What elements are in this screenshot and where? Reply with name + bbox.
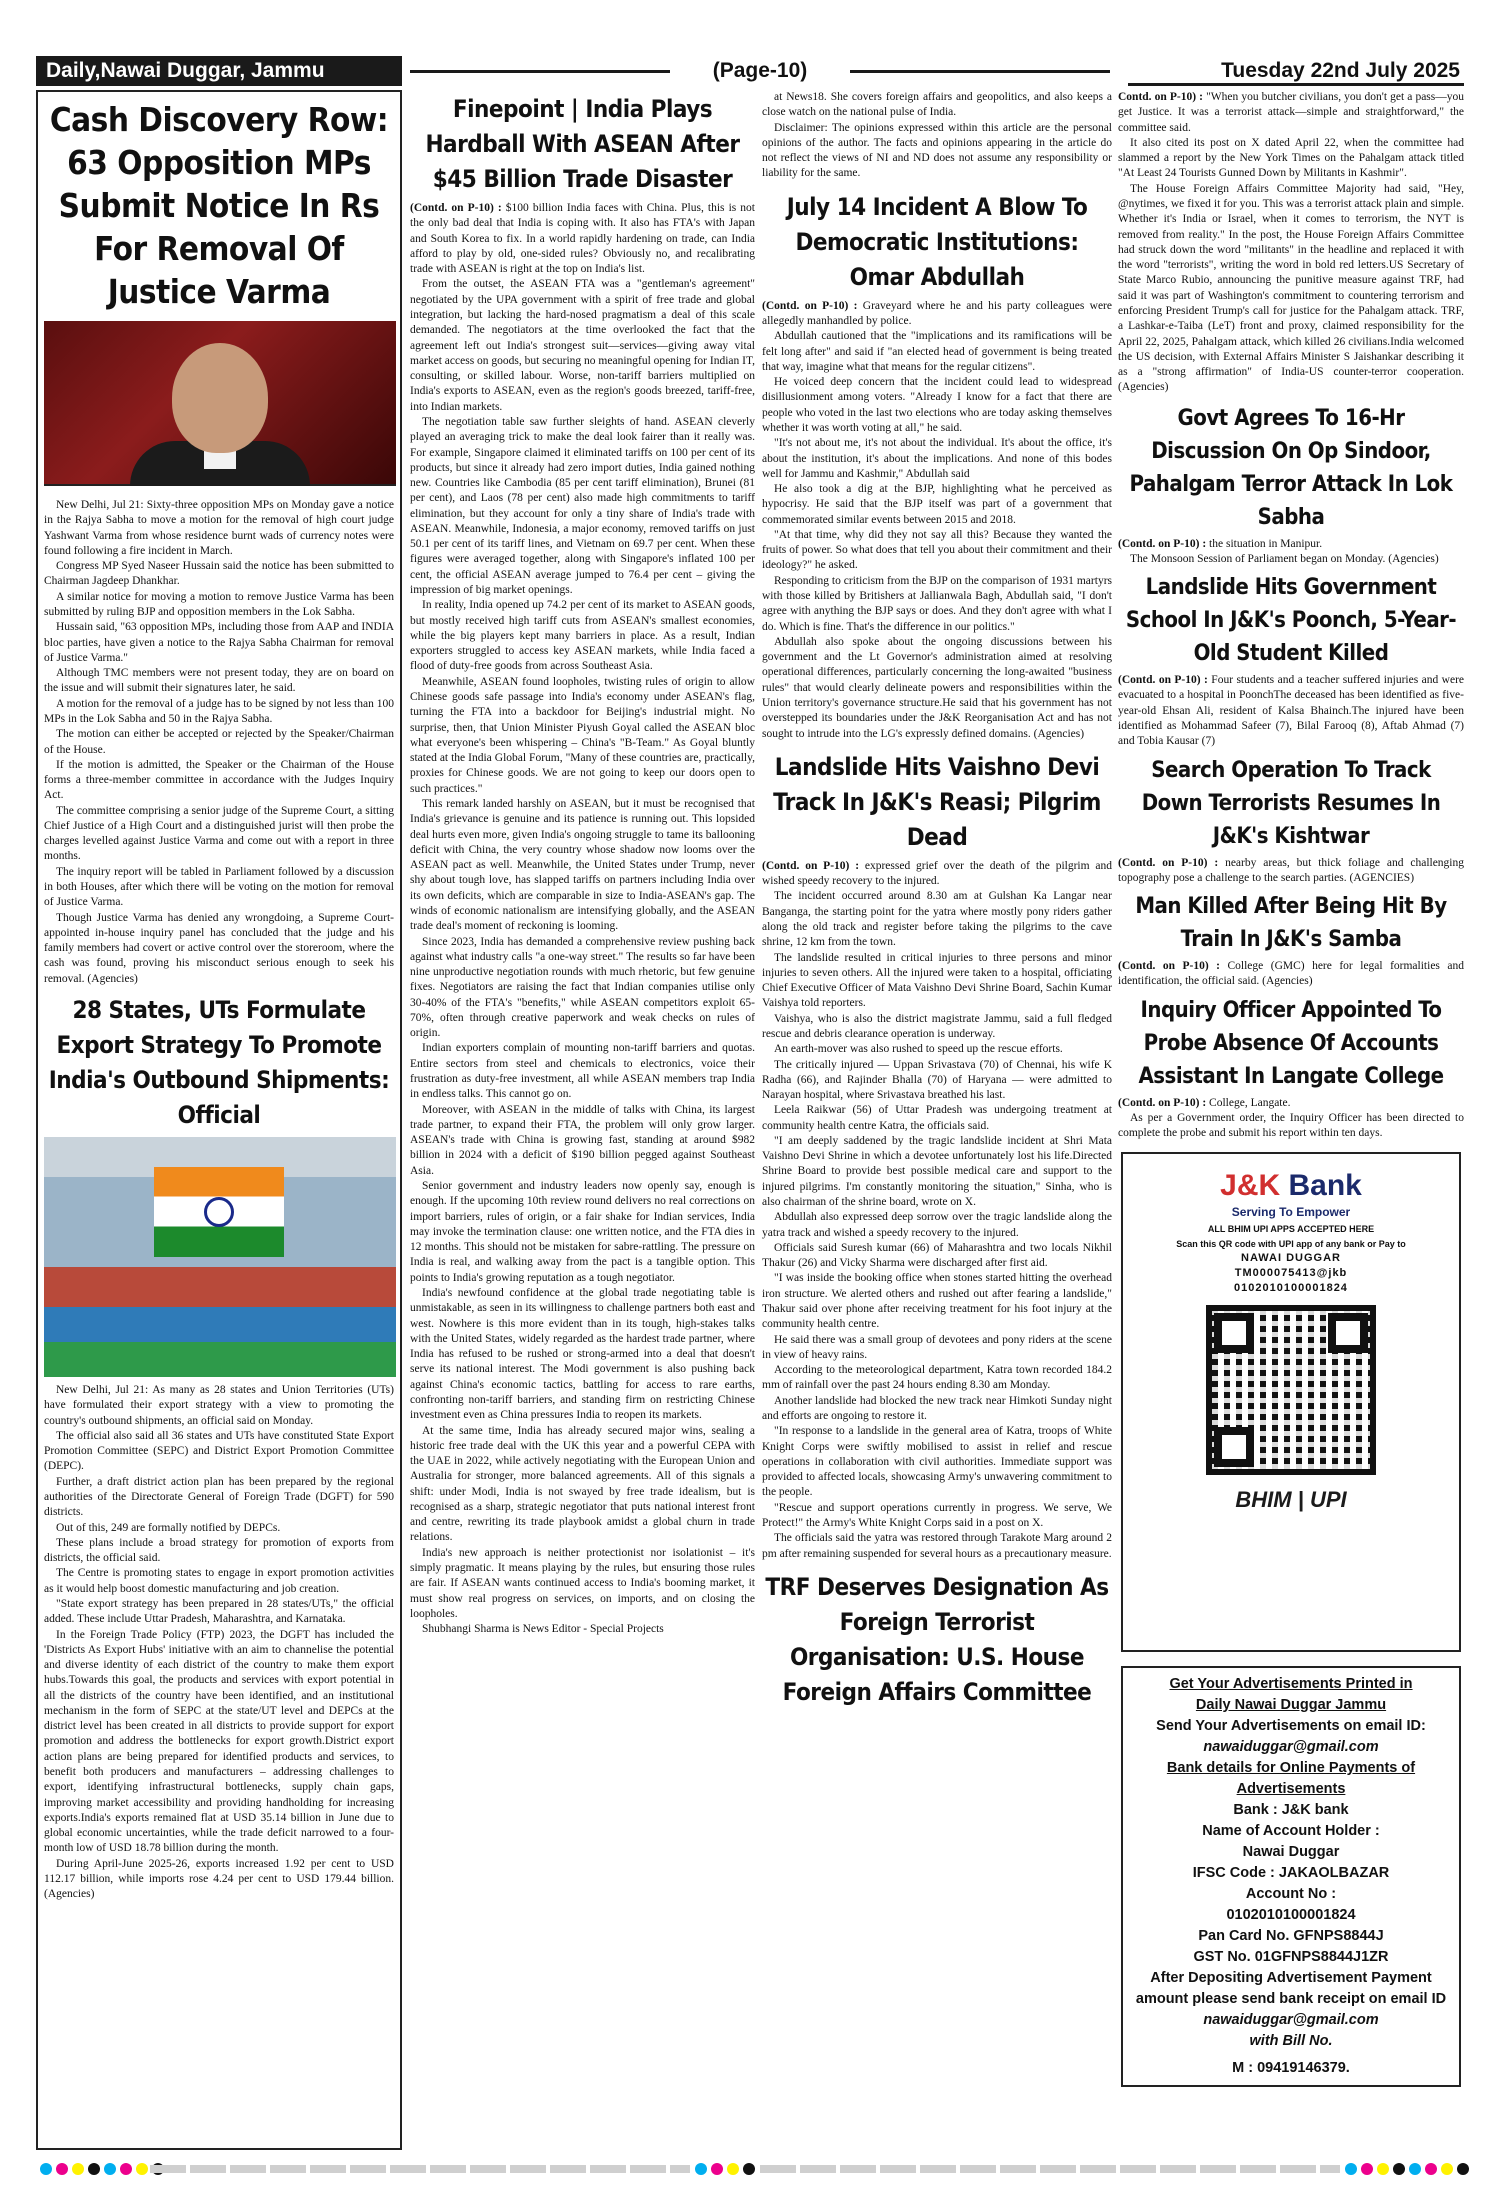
ad-gst: GST No. 01GFNPS8844J1ZR — [1193, 1948, 1389, 1965]
paragraph: At the same time, India has already secured major wins, sealing a historic free trade deal with the UK this year and a powerful CEPA with the UAE in 2022, while actively negotiating with the European Union and Australia for stronger, more balanced agreements. All of this signals a shift: under Modi, India is not swayed by free trade idealism, but is recognised as a sharp, strategic negotiator that puts national interest front and centre, rewriting its trade playbook amidst a global churn in trade relations. — [410, 1424, 755, 1544]
paragraph: According to the meteorological department, Katra town recorded 184.2 mm of rainfall over the past 24 hours ending 8.30 am Monday. — [762, 1364, 1112, 1392]
ad-mobile[interactable]: M : 09419146379. — [1232, 2059, 1350, 2076]
paragraph: It also cited its post on X dated April 22, when the committee had slammed a report by the New York Times on the Pahalgam attack titled "At Least 24 Tourists Gunned Down by Militants in Kashmir". — [1118, 136, 1464, 180]
paragraph: Moreover, with ASEAN in the middle of talks with China, its largest trade partner, to expand their FTA, the problem will only grow larger. ASEAN's trade with China is growing fast, standing at around $982 billion in 2024 with a deficit of $190 billion pegged against Southeast Asia. — [410, 1103, 755, 1177]
headline-asean: Finepoint | India Plays Hardball With ASEAN After $45 Billion Trade Disaster — [425, 95, 740, 193]
contd-label: (Contd. on P-10) : — [410, 202, 502, 214]
paragraph: He said there was a small group of devotees and pony riders at the scene in view of heavy rains. — [762, 1333, 1112, 1361]
column-3 — [762, 90, 1112, 2150]
langate-lead-text: College, Langate. — [1209, 1096, 1291, 1109]
bank-upi-note: ALL BHIM UPI APPS ACCEPTED HERE — [1207, 1224, 1375, 1235]
sindoor-lead-text: the situation in Manipur. — [1209, 537, 1323, 550]
paragraph: "I am deeply saddened by the tragic landslide incident at Shri Mata Vaishno Devi Shrine in which a devotee unfortunately lost his life.Directed Shrine Board to provide best possible medical care and support to the injured pilgrims. I'm constantly monitoring the situation," Sinha, who is also chairman of the shrine board, wrote on X. — [762, 1134, 1112, 1209]
ad-account-label: Account No : — [1245, 1885, 1337, 1902]
article-langate — [1118, 1111, 1464, 1142]
paragraph: Abdullah cautioned that the "implications and its ramifications will be felt long after" and said if "an elected head of government is being treated that way, imagine what that means for the regular citizens". — [762, 330, 1112, 373]
bank-account: 0102010100001824 — [1234, 1281, 1348, 1294]
headline-poonch: Landslide Hits Government School In J&K's Poonch, 5-Year-Old Student Killed — [1125, 575, 1457, 667]
article-varma — [44, 498, 394, 987]
paragraph: During April-June 2025-26, exports increased 1.92 per cent to USD 112.17 billion, while imports rose 4.24 per cent to USD 179.44 billion. (Agencies) — [44, 1857, 394, 1901]
paragraph: The critically injured — Uppan Srivastava (70) of Chennai, his wife K Radha (66), and Rajinder Bhalla (70) of Haryana — were admitted to Narayan hospital, where Srivastava breathed his last. — [762, 1058, 1112, 1102]
paragraph: From the outset, the ASEAN FTA was a "gentleman's agreement" negotiated by the UPA government with a spirit of free trade and global integration, but lacking the hard-nosed pragmatism a deal of this scale demanded. The negotiators at the time overlooked the fact that the agreement left out India's strongest suit—services—giving away vital market access on goods, but securing no meaningful opening for Indian IT, consulting, or skilled labour. Worse, non-tariff barriers multiplied on India's exports to ASEAN, even as the region's goods breezed, tariff-free, into Indian markets. — [410, 278, 755, 413]
judge-photo — [44, 321, 396, 486]
paragraph: Senior government and industry leaders now openly say, enough is enough. If the upcoming 10th review round delivers no real corrections on import barriers, rules of origin, or a fair shake for Indian services, India may invoke the termination clause: one written notice, and the FTA dies in 12 months. This should not be mistaken for sabre-rattling. The pressure on India is real, and walking away from the pact is a tangible option. This points to India's growing reputation as a tough negotiator. — [410, 1180, 755, 1284]
paragraph: Meanwhile, ASEAN found loopholes, twisting rules of origin to allow Chinese goods safe passage into India's economy under ASEAN's flag, turning the FTA into a backdoor for Beijing's industrial might. No surprise, then, that Union Minister Piyush Goyal called the ASEAN bloc what everyone's been whispering – China's "B-Team." As Goyal bluntly stated at the India Global Forum, "Many of these countries are, practically, proxies for Chinese goods. We are not going to keep our doors open to such practices." — [410, 675, 755, 795]
page-number — [410, 56, 1110, 86]
column-2 — [410, 90, 755, 2150]
ad-account-number: 0102010100001824 — [1226, 1906, 1356, 1923]
paragraph: Abdullah also spoke about the ongoing discussions between his government and the Lt Governor's administration aimed at resolving operational differences, particularly concerning the long-awaited "business rules" that would clearly delineate powers and responsibilities within the Union territory's governance structure.He said that his government has not overstepped its boundaries under the J&K Reorganisation Act and has not sought to intrude into the LG's expressly defined domains. (Agencies) — [762, 635, 1112, 740]
ad-deposit-note: After Depositing Advertisement Payment amount please send bank receipt on email ID — [1135, 1969, 1447, 2007]
ashoka-chakra-icon — [204, 1197, 234, 1227]
paragraph: The House Foreign Affairs Committee Majority had said, "Hey, @nytimes, we fixed it for you. This was a terrorist attack plain and simple. Whether it's India or Israel, when it comes to terrorism, the NYT is removed from reality." In the post, the House Foreign Affairs Committee had struck down the word "militants" in the headline and replaced it with the word "terrorists", writing the word in bold red letters.US Secretary of State Marco Rubio, announcing the punitive measure against TRF, had said it was part of Washington's commitment to countering terrorism and enforcing President Trump's call for justice for the Pahalgam attack. TRF, a Lashkar-e-Taiba (LeT) front and proxy, claimed responsibility for the April 22, 2025, Pahalgam attack, which killed 26 civilians.India welcomed the US decision, with External Affairs Minister S Jaishankar describing it as a "strong affirmation" of India-US counter-terror cooperation. (Agencies) — [1118, 182, 1464, 394]
contd-label: (Contd. on P-10) : — [1118, 674, 1208, 687]
headline-omar: July 14 Incident A Blow To Democratic Institutions: Omar Abdullah — [786, 192, 1088, 291]
paragraph: Officials said Suresh kumar (66) of Maharashtra and two locals Nikhil Thakur (26) and Vicky Sharma were discharged after first aid. — [762, 1241, 1112, 1270]
paragraph: "It's not about me, it's not about the individual. It's about the office, it's about the institution, it's about the implications. And none of this bodes well for Jammu and Kashmir," Abdullah said — [762, 437, 1112, 480]
bank-tagline: Serving To Empower — [1231, 1205, 1351, 1220]
paragraph: Congress MP Syed Naseer Hussain said the notice has been submitted to Chairman Jagdeep Dhankhar. — [44, 560, 394, 588]
bank-scan-note: Scan this QR code with UPI app of any bank or Pay to — [1176, 1239, 1406, 1250]
ad-email[interactable]: nawaiduggar@gmail.com — [1203, 1738, 1379, 1755]
page-number-label: (Page-10) — [712, 59, 808, 82]
trf-lead-text: "When you butcher civilians, you don't get a pass—you get Justice. It was a terrorist attack—simple and straightforward," the committee said. — [1118, 91, 1464, 134]
paragraph: The negotiation table saw further sleights of hand. ASEAN cleverly played an averaging trick to make the deal look fairer than it really was. For example, Singapore claimed it eliminated tariffs on 100 per cent of its products, but since it already had zero import duties, India gained nothing new. Countries like Cambodia (85 per cent tariff elimination), Brunei (81 per cent), and Laos (78 per cent) also made high commitments to tariff elimination, but they account for only a tiny share of India's trade with ASEAN. Meanwhile, Indonesia, a major economy, removed tariffs on just 50.1 per cent of its tariff lines, and Vietnam on 69.7 per cent. When these figures were averaged together, along with Singapore's inflated 100 per cent, the official ASEAN average jumped to 76.4 per cent – giving the impression of big market openings. — [410, 415, 755, 597]
contd-label: Contd. on P-10) : — [1118, 91, 1203, 103]
paragraph: Abdullah also expressed deep sorrow over the tragic landslide along the yatra track and wished a speedy recovery to the injured. — [762, 1211, 1112, 1239]
ad-paper-name: Daily Nawai Duggar Jammu — [1195, 1696, 1387, 1713]
paragraph: India's new approach is neither protectionist nor isolationist – it's simply pragmatic. It means playing by the rules, but ensuring those rules are fair. If ASEAN wants continued access to India's booming market, it must show real progress on services, on imports, and on closing the loopholes. — [410, 1546, 755, 1620]
masthead-left: Daily,Nawai Duggar, Jammu — [36, 56, 402, 86]
ad-send-note: Send Your Advertisements on email ID: — [1156, 1717, 1426, 1734]
bank-payee: NAWAI DUGGAR — [1241, 1252, 1341, 1265]
paragraph: The officials said the yatra was restored through Tarakote Marg around 2 pm after remaining suspended for several hours as a precautionary measure. — [762, 1532, 1112, 1560]
ad-email-2[interactable]: nawaiduggar@gmail.com — [1203, 2011, 1379, 2028]
article-trf — [1118, 136, 1464, 396]
asean-lead — [410, 201, 755, 277]
headline-export: 28 States, UTs Formulate Export Strategy To Promote India's Outbound Shipments: Official — [48, 996, 390, 1129]
qr-code-icon[interactable] — [1206, 1305, 1376, 1475]
langate-lead — [1118, 1096, 1464, 1111]
paragraph: "I was inside the booking office when stones started hitting the overhead iron structure. We alerted others and rushed out after fearing a landslide," Thakur said over phone after receiving treatment for his foot injury at the community health centre. — [762, 1272, 1112, 1331]
article-export — [44, 1383, 394, 1903]
paragraph: "Rescue and support operations currently in progress. We serve, We Protect!" the Army's White Knight Corps said in a post on X. — [762, 1501, 1112, 1529]
column-4 — [1118, 90, 1464, 2150]
bank-upi-id: TM000075413@jkb — [1234, 1266, 1348, 1279]
paragraph: An earth-mover was also rushed to speed up the rescue efforts. — [774, 1043, 1063, 1056]
headline-samba: Man Killed After Being Hit By Train In J&K's Samba — [1135, 894, 1447, 953]
paragraph: The Centre is promoting states to engage in export promotion activities as it would help boost domestic manufacturing and job creation. — [44, 1567, 394, 1595]
paragraph: As per a Government order, the Inquiry Officer has been directed to complete the probe and submit his report within ten days. — [1118, 1112, 1464, 1140]
paragraph: Indian exporters complain of mounting non-tariff barriers and quotas. Entire sectors from steel and chemicals to electronics, voice their frustration as duty-free investment, all while ASEAN members trap India in endless talks. This cannot go on. — [410, 1042, 755, 1101]
article-vaishno — [762, 889, 1112, 1561]
paragraph: Responding to criticism from the BJP on the comparison of 1931 martyrs with those killed by Britishers at Jallianwala Bagh, Abdullah said, "I don't agree with anything the BJP says or does. And they don't agree with what I do. Which is fine. That's the difference in our politics." — [762, 574, 1112, 633]
article-omar — [762, 329, 1112, 742]
contd-label: (Contd. on P-10) : — [1118, 856, 1219, 869]
footer-bar-right — [760, 2165, 1340, 2173]
paragraph: Disclaimer: The opinions expressed within this article are the personal opinions of the author. The facts and opinions appearing in the article do not reflect the views of NI and ND does not assume any responsibility or liability for the same. — [762, 121, 1112, 180]
paragraph: "State export strategy has been prepared in 28 states/UTs," the official added. These include Uttar Pradesh, Maharashtra, and Karnataka. — [44, 1597, 394, 1626]
paragraph: Vaishya, who is also the district magistrate Jammu, said a full fledged rescue and debris clearance operation is underway. — [762, 1012, 1112, 1040]
paragraph: India's newfound confidence at the global trade negotiating table is unmistakable, as seen in its willingness to challenge partners both east and west. Nowhere is this more evident than in its tough, high-stakes talks with the United States, widely regarded as the hardest trade partner, where India has refused to be rushed or strong-armed into a deal that doesn't serve its national interest. The Modi government is also pushing back against China's economic tactics, battling for access to rare earths, confronting non-tariff barriers, and standing firm on restricting Chinese investment even as China pressures India to reopen its markets. — [410, 1286, 755, 1422]
advertisement-info-box — [1121, 1666, 1461, 2087]
omar-lead-text: Graveyard where he and his party colleagues were allegedly manhandled by police. — [762, 299, 1112, 327]
paragraph: If the motion is admitted, the Speaker or the Chairman of the House forms a three-member committee in accordance with the Judges Inquiry Act. — [44, 758, 394, 802]
kishtwar-lead — [1118, 856, 1464, 887]
ad-pan: Pan Card No. GFNPS8844J — [1198, 1927, 1384, 1944]
paragraph: This remark landed harshly on ASEAN, but it must be recognised that India's grievance is genuine and its patience is running out. This lopsided deal hurts even more, given India's ongoing struggle to tame its ballooning deficit with China, the very country whose shadow now looms over the ASEAN pact as well. Meanwhile, the United States under Trump, never shy about tough love, has slapped tariffs on partners including India over its own deficits, which are comparable in size to India-ASEAN's gap. The winds of economic nationalism are intensifying globally, and the ASEAN trade deal's moment of reckoning is looming. — [410, 797, 755, 933]
paragraph: He also took a dig at the BJP, highlighting what he perceived as hypocrisy. He said that the BJP itself was part of a government that commemorated similar events between 2015 and 2018. — [762, 483, 1112, 526]
paragraph: Further, a draft district action plan has been prepared by the regional authorities of the Directorate General of Foreign Trade (DGFT) for 590 districts. — [44, 1475, 394, 1519]
color-register-dots-center — [695, 2162, 755, 2176]
paragraph: New Delhi, Jul 21: Sixty-three opposition MPs on Monday gave a notice in the Rajya Sabha to move a motion for the removal of high court judge Yashwant Varma from whose residence burnt wads of currency notes were found following a fire incident in March. — [44, 499, 394, 557]
contd-label: (Contd. on P-10) : — [762, 299, 858, 312]
color-register-dots-right — [1345, 2162, 1469, 2176]
samba-lead — [1118, 959, 1464, 990]
poonch-lead-text: Four students and a teacher suffered injuries and were evacuated to a hospital in PoonchThe deceased has been identified as five-year-old Ehsan Ali, resident of Kalsa Bhainch.The injured have been identified as Mohammad Safeer (7), Bilal Farooq (8), Aftab Ahmad (7) and Tobia Kausar (7) — [1118, 674, 1464, 748]
asean-continuation — [762, 90, 1112, 182]
paragraph: The Monsoon Session of Parliament began on Monday. (Agencies) — [1130, 552, 1439, 565]
asean-lead-text: $100 billion India faces with China. Plus, this is not the only bad deal that India is coping with. It also has FTA's with Japan and South Korea to fix. In a world rapidly hardening on trade, can India afford to play by old, one-sided rules? Obviously no, and recalibrating trade with ASEAN is right at the top on India's list. — [410, 202, 755, 276]
ad-bank-heading: Bank details for Online Payments of Advertisements — [1166, 1759, 1416, 1797]
contd-label: (Contd. on P-10) : — [762, 859, 860, 872]
paragraph: The inquiry report will be tabled in Parliament followed by a discussion in both Houses, after which there will be voting on the motion for removal of Justice Varma. — [44, 865, 394, 909]
paragraph: Hussain said, "63 opposition MPs, including those from AAP and INDIA bloc parties, have given a notice to the Rajya Sabha Chairman for removal of Justice Varma." — [44, 621, 394, 664]
photo-face — [172, 343, 268, 453]
color-register-dots-left — [40, 2162, 164, 2176]
headline-varma: Cash Discovery Row: 63 Opposition MPs Submit Notice In Rs For Removal Of Justice Varma — [49, 100, 389, 311]
ad-heading: Get Your Advertisements Printed in — [1169, 1675, 1413, 1692]
headline-vaishno: Landslide Hits Vaishno Devi Track In J&K's Reasi; Pilgrim Dead — [773, 752, 1101, 851]
headline-kishtwar: Search Operation To Track Down Terrorists Resumes In J&K's Kishtwar — [1141, 757, 1441, 849]
kishtwar-lead-text: nearby areas, but thick foliage and challenging topography pose a challenge to the search parties. (AGENCIES) — [1118, 856, 1464, 884]
paragraph: The incident occurred around 8.30 am at Gulshan Ka Langar near Banganga, the starting point for the yatra where mostly pony riders gather along the old track and register before taking the pilgrims to the cave shrine, 12 km from the town. — [762, 890, 1112, 949]
poonch-lead — [1118, 673, 1464, 749]
export-photo — [44, 1137, 396, 1377]
paragraph: "In response to a landslide in the general area of Katra, troops of White Knight Corps were swiftly mobilised to assist in relief and rescue operations in collaboration with civil authorities. Immediate support was provided to affected locals, showcasing Army's unwavering commitment to the people. — [762, 1425, 1112, 1499]
ad-ifsc: IFSC Code : JAKAOLBAZAR — [1192, 1864, 1390, 1881]
paragraph: Shubhangi Sharma is News Editor - Special Projects — [422, 1623, 664, 1636]
contd-label: (Contd. on P-10) : — [1118, 960, 1220, 973]
trf-continuation-lead — [1118, 90, 1464, 136]
paragraph: Out of this, 249 are formally notified by DEPCs. — [56, 1521, 281, 1534]
paragraph: "At that time, why did they not say all this? Because they wanted the fruits of power. So what does that tell you about their commitment and their ideology?" he asked. — [762, 528, 1112, 572]
ad-bill-note: with Bill No. — [1249, 2032, 1333, 2049]
headline-op-sindoor: Govt Agrees To 16-Hr Discussion On Op Sindoor, Pahalgam Terror Attack In Lok Sabha — [1129, 405, 1453, 530]
paragraph: A motion for the removal of a judge has to be signed by not less than 100 MPs in the Lok Sabha and 50 in the Rajya Sabha. — [44, 697, 394, 725]
vaishno-lead — [762, 859, 1112, 890]
ad-bank-name: Bank : J&K bank — [1233, 1801, 1349, 1818]
paragraph: He voiced deep concern that the incident could lead to widespread disillusionment among voters. "Already I know for a fact that there are people who voted in the last two elections who are today asking themselves whether it was worth voting at all," he said. — [762, 376, 1112, 434]
paragraph: The landslide resulted in critical injuries to three persons and minor injuries to seven others. All the injured were taken to a hospital, officiating Chief Executive Officer of Mata Vaishno Devi Shrine Board, Sachin Kumar Vaishya told reporters. — [762, 951, 1112, 1010]
sindoor-lead — [1118, 537, 1464, 552]
paragraph: These plans include a broad strategy for promotion of exports from districts, the official said. — [44, 1536, 394, 1565]
paragraph: A similar notice for moving a motion to remove Justice Varma has been submitted by ruling BJP and opposition members in the Lok Sabha. — [44, 590, 394, 618]
paragraph: Although TMC members were not present today, they are on board on the issue and will submit their signatures later, he said. — [44, 667, 394, 695]
paragraph: The motion can either be accepted or rejected by the Speaker/Chairman of the House. — [44, 728, 394, 756]
bhim-upi-logo: BHIM | UPI — [1235, 1487, 1347, 1513]
ad-holder-label: Name of Account Holder : — [1202, 1822, 1380, 1839]
paragraph: In reality, India opened up 74.2 per cent of its market to ASEAN goods, but mostly received high tariff cuts from ASEAN's smallest economies, while the big players kept many barriers in place. As a result, Indian exporters struggled to access key ASEAN markets, while India faced a flood of duty-free goods from across Southeast Asia. — [410, 599, 755, 673]
ad-holder-name: Nawai Duggar — [1242, 1843, 1340, 1860]
paragraph: The official also said all 36 states and UTs have constituted State Export Promotion Committee (SEPC) and District Export Promotion Committee (DEPC). — [44, 1429, 394, 1473]
article-sindoor — [1118, 552, 1464, 567]
paragraph: Though Justice Varma has denied any wrongdoing, a Supreme Court-appointed in-house inquiry panel has concluded that the judge and his family members had covert or active control over the storeroom, where the cash was found, proving his misconduct serious enough to seek his removal. (Agencies) — [44, 911, 394, 985]
contd-label: (Contd. on P-10) : — [1118, 1096, 1207, 1109]
paragraph: New Delhi, Jul 21: As many as 28 states and Union Territories (UTs) have formulated their export strategy with a view to promoting the country's outbound shipments, an official said on Monday. — [44, 1384, 394, 1427]
paragraph: at News18. She covers foreign affairs and geopolitics, and also keeps a close watch on the national pulse of India. — [762, 91, 1112, 119]
vaishno-lead-text: expressed grief over the death of the pilgrim and wished speedy recovery to the injured. — [762, 859, 1112, 888]
paragraph: Leela Raikwar (56) of Uttar Pradesh was undergoing treatment at community health centre Katra, the officials said. — [762, 1104, 1112, 1132]
article-asean — [410, 277, 755, 1637]
column-1 — [36, 90, 402, 2150]
omar-lead — [762, 299, 1112, 330]
footer-bar-left — [150, 2165, 690, 2173]
contd-label: (Contd. on P-10) : — [1118, 537, 1207, 550]
paragraph: Another landslide had blocked the new track near Himkoti Sunday night and efforts are ongoing to restore it. — [762, 1394, 1112, 1422]
samba-lead-text: College (GMC) here for legal formalities and identification, the official said. (Agencies) — [1118, 960, 1464, 988]
date-label: Tuesday 22nd July 2025 — [1128, 56, 1464, 86]
bank-qr-advertisement — [1121, 1152, 1461, 1652]
paragraph: In the Foreign Trade Policy (FTP) 2023, the DGFT has included the 'Districts As Export Hubs' initiative with an aim to channelise the potential and diverse identity of each district of the country to make them export hubs.Towards this goal, the products and services with export potential in all the districts of the country have been identified, and an institutional mechanism in the form of SEPC at the state/UT level and DEPCs at the district level has been created in all districts to provide support for export promotion and address the bottlenecks for export growth.District export action plans are being prepared for identified products and services, to benefit both producers and manufacturers – addressing challenges to export, identifying infrastructural bottlenecks, supply chain gaps, improving market accessibility and providing handholding for increasing exports.India's exports remained flat at USD 35.14 billion in June due to global economic uncertainties, while the trade deficit narrowed to a four-month low of USD 18.78 billion during the month. — [44, 1628, 394, 1855]
jk-bank-logo: J&K Bank — [1220, 1168, 1362, 1202]
headline-trf: TRF Deserves Designation As Foreign Terrorist Organisation: U.S. House Foreign Affairs Committee — [765, 1572, 1109, 1706]
paragraph: The committee comprising a senior judge of the Supreme Court, a sitting Chief Justice of a High Court and a distinguished jurist will then probe the charges levelled against Justice Varma and come out with a report in three months. — [44, 804, 394, 863]
paragraph: Since 2023, India has demanded a comprehensive review pushing back against what industry calls "a one-way street." The results so far have been nine unproductive negotiation rounds with much rhetoric, but few genuine fixes. Negotiators are raising the fact that Indian companies utilise only 30-40% of the FTA's "benefits," while ASEAN competitors exploit 65-70%, often through creative paperwork and weak checks on rules of origin. — [410, 935, 755, 1040]
headline-langate: Inquiry Officer Appointed To Probe Absence Of Accounts Assistant In Langate College — [1138, 997, 1444, 1089]
